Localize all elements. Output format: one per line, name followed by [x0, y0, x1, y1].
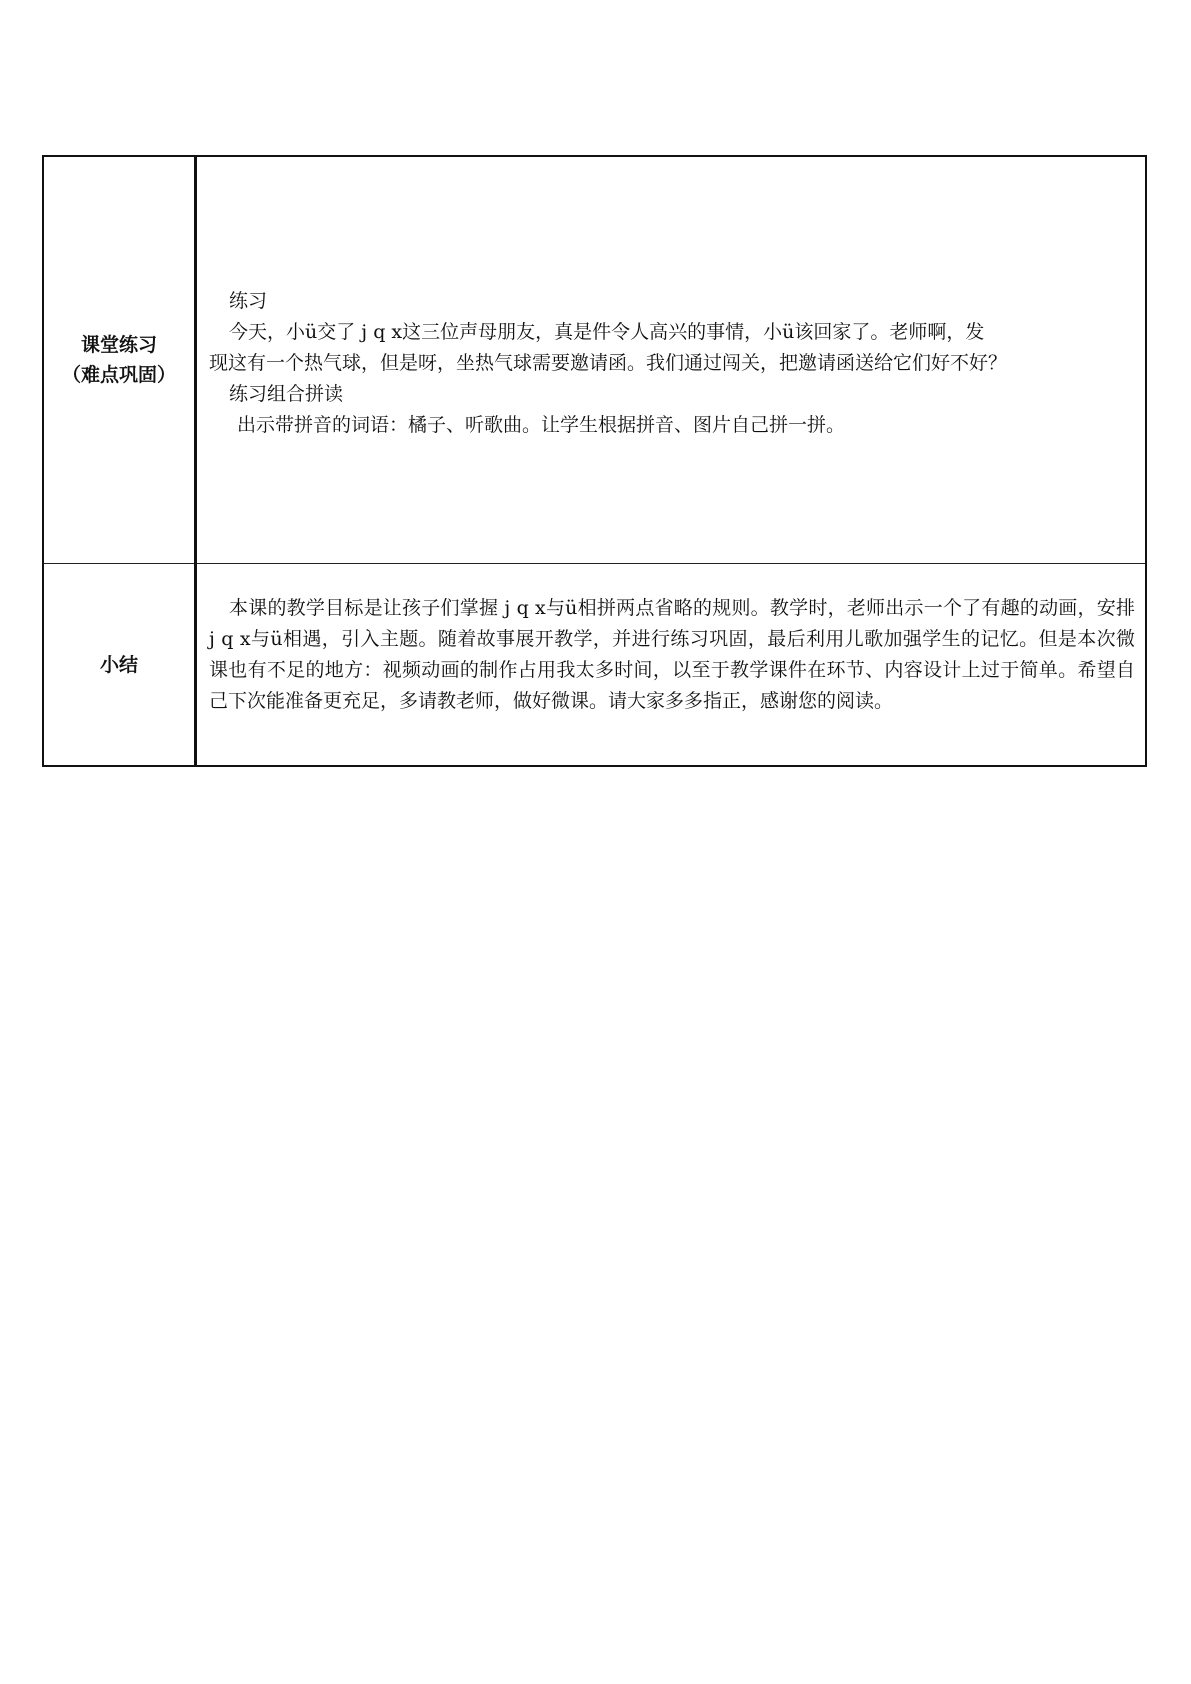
lesson-table — [42, 155, 1147, 767]
practice-subheading: 练习组合拼读 — [229, 382, 344, 405]
practice-label: 课堂练习 — [80, 334, 157, 356]
practice-row — [43, 156, 1146, 564]
practice-paragraph-line-1: 今天，小ü交了 j q x这三位声母朋友，真是件令人高兴的事情，小ü该回家了。老师啊，发 — [229, 320, 985, 343]
practice-sublabel: （难点巩固） — [61, 364, 176, 386]
practice-instruction: 出示带拼音的词语：橘子、听歌曲。让学生根据拼音、图片自己拼一拼。 — [237, 413, 846, 436]
summary-label: 小结 — [99, 653, 138, 676]
practice-content — [209, 286, 1135, 441]
practice-paragraph-line-2: 现这有一个热气球，但是呀，坐热气球需要邀请函。我们通过闯关，把邀请函送给它们好不好？ — [209, 351, 1008, 374]
summary-paragraph: 本课的教学目标是让孩子们掌握 j q x与ü相拼两点省略的规则。教学时，老师出示一个了有趣的动画，安排 j q x与ü相遇，引入主题。随着故事展开教学，并进行练习巩固，最后利用儿歌加强学生的记忆。但是本次微课也有不足的地方：视频动画的制作占用我太多时间，以至于教学课件在环节、内容设计上过于简单。希望自己下次能准备更充足，多请教老师，做好微课。请大家多多指正，感谢您的阅读。 — [209, 596, 1135, 712]
summary-row — [43, 564, 1146, 767]
practice-label-cell — [43, 156, 196, 564]
summary-label-cell — [43, 564, 196, 767]
practice-content-cell — [196, 156, 1147, 564]
practice-heading: 练习 — [229, 289, 268, 312]
summary-content-cell — [196, 564, 1147, 767]
